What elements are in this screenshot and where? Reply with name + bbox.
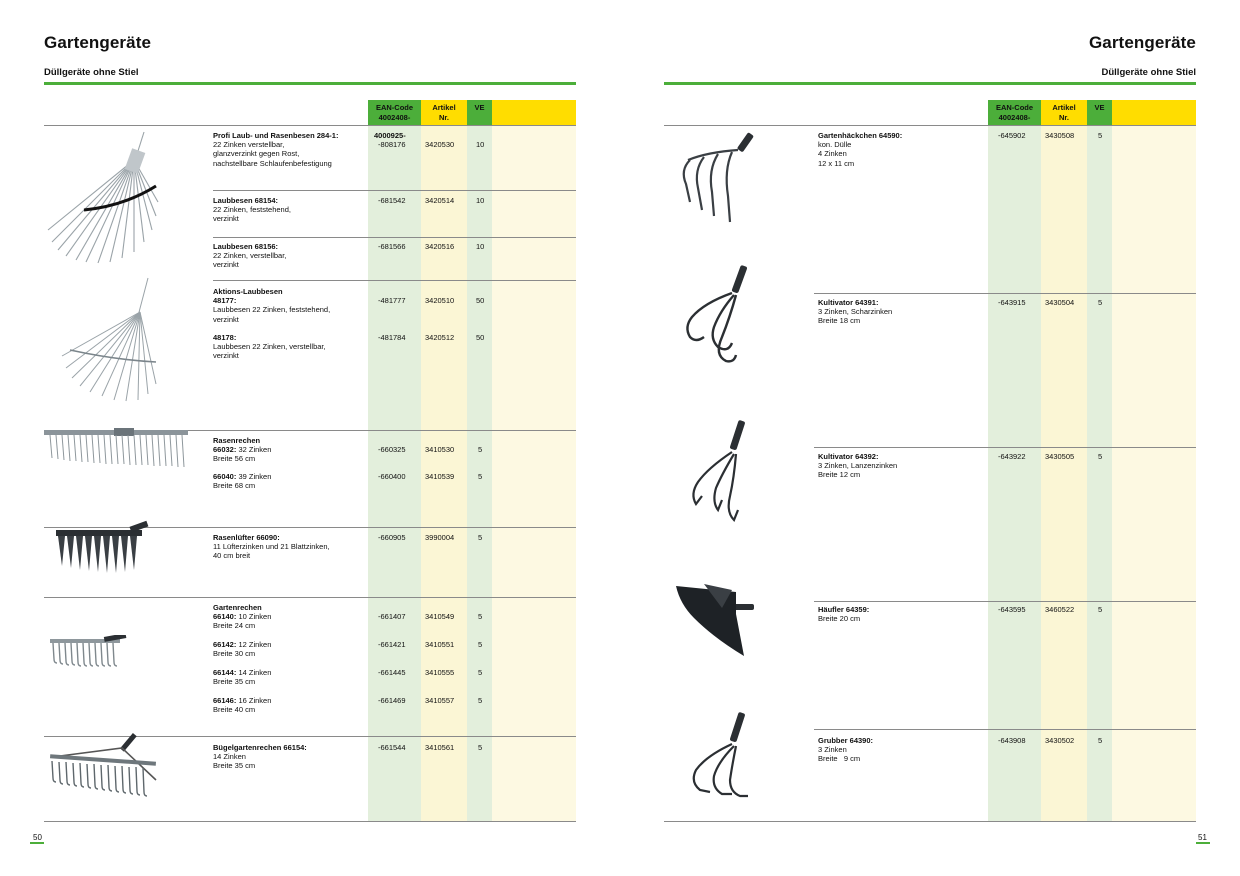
cultivator-image — [674, 418, 754, 528]
header-rule — [44, 82, 576, 85]
extra-header — [492, 100, 576, 125]
product-description: Gartenrechen 66140: 10 Zinken Breite 24 cm — [213, 603, 272, 631]
table-row: -481784 3420512 50 — [378, 333, 485, 342]
table-separator — [664, 821, 1196, 822]
table-row: -661421 3410551 5 — [378, 640, 483, 649]
artikel-header: Artikel Nr. — [1041, 100, 1087, 125]
product-table — [44, 100, 576, 822]
ve-header: VE — [467, 100, 492, 125]
table-row: -481777 3420510 50 — [378, 296, 485, 305]
table-row: -660905 3990004 5 — [378, 533, 483, 542]
product-description: Laubbesen 68154: 22 Zinken, feststehend, verzinkt — [213, 196, 291, 224]
product-description: Profi Laub- und Rasenbesen 284-1: 22 Zinken verstellbar, glanzverzinkt gegen Rost, nachstellbare Schlaufenbefestigung — [213, 131, 339, 168]
product-description: Laubbesen 68156: 22 Zinken, verstellbar, verzinkt — [213, 242, 287, 270]
page-subtitle: Düllgeräte ohne Stiel — [1101, 67, 1196, 78]
table-row: -643915 3430504 5 — [998, 298, 1103, 307]
grubber-image — [674, 710, 754, 805]
product-description: Kultivator 64392: 3 Zinken, Lanzenzinken Breite 12 cm — [818, 452, 898, 480]
table-row: -643908 3430502 5 — [998, 736, 1103, 745]
product-description: Bügelgartenrechen 66154: 14 Zinken Breite 35 cm — [213, 743, 307, 771]
table-row: -661445 3410555 5 — [378, 668, 483, 677]
table-row: -681566 3420516 10 — [378, 242, 485, 251]
page-number-bar — [30, 842, 44, 844]
table-row: -643595 3460522 5 — [998, 605, 1103, 614]
table-row: -661407 3410549 5 — [378, 612, 483, 621]
table-row: -660325 3410530 5 — [378, 445, 483, 454]
table-separator — [814, 293, 1196, 294]
table-row: -645902 3430508 5 — [998, 131, 1103, 140]
table-row: -808176 3420530 10 — [378, 140, 485, 149]
product-description: Rasenlüfter 66090: 11 Lüfterzinken und 21 Blattzinken, 40 cm breit — [213, 533, 330, 561]
page-title: Gartengeräte — [44, 33, 152, 52]
product-description: 66144: 14 Zinken Breite 35 cm — [213, 668, 272, 687]
product-description: 66142: 12 Zinken Breite 30 cm — [213, 640, 272, 659]
ve-header: VE — [1087, 100, 1112, 125]
table-row: -661544 3410561 5 — [378, 743, 483, 752]
product-description: Aktions-Laubbesen 48177: Laubbesen 22 Zinken, feststehend, verzinkt — [213, 287, 331, 324]
table-separator — [213, 280, 576, 281]
product-description: Rasenrechen 66032: 32 Zinken Breite 56 cm — [213, 436, 272, 464]
bow-rake-image — [48, 730, 160, 808]
product-description: Kultivator 64391: 3 Zinken, Scharzinken Breite 18 cm — [818, 298, 893, 326]
page-subtitle: Düllgeräte ohne Stiel — [44, 67, 139, 78]
product-description: Grubber 64390: 3 Zinken Breite 9 cm — [818, 736, 874, 764]
product-description: 66040: 39 Zinken Breite 68 cm — [213, 472, 272, 491]
table-row: 4000925- — [374, 131, 406, 140]
table-separator — [814, 447, 1196, 448]
product-description: 66146: 16 Zinken Breite 40 cm — [213, 696, 272, 715]
table-separator — [213, 237, 576, 238]
table-separator — [44, 597, 576, 598]
product-description: Häufler 64359: Breite 20 cm — [818, 605, 870, 624]
table-row: -643922 3430505 5 — [998, 452, 1103, 461]
page-number: 51 — [1198, 833, 1207, 842]
product-description: 48178: Laubbesen 22 Zinken, verstellbar, verzinkt — [213, 333, 326, 361]
header-rule — [664, 82, 1196, 85]
table-row: -661469 3410557 5 — [378, 696, 483, 705]
artikel-header: Artikel Nr. — [421, 100, 467, 125]
product-description: Gartenhäckchen 64590: kon. Dülle 4 Zinken 12 x 11 cm — [818, 131, 903, 168]
table-separator — [44, 821, 576, 822]
table-separator — [814, 601, 1196, 602]
ean-header: EAN-Code 4002408- — [368, 100, 421, 125]
table-separator — [664, 125, 1196, 126]
table-separator — [213, 190, 576, 191]
product-table — [664, 100, 1196, 822]
ean-header: EAN-Code 4002408- — [988, 100, 1041, 125]
table-separator — [814, 729, 1196, 730]
table-separator — [44, 125, 576, 126]
page-number: 50 — [33, 833, 42, 842]
page-number-bar — [1196, 842, 1210, 844]
table-row: -681542 3420514 10 — [378, 196, 485, 205]
table-row: -660400 3410539 5 — [378, 472, 483, 481]
page-title: Gartengeräte — [1088, 33, 1196, 52]
extra-header — [1112, 100, 1196, 125]
right-page — [620, 0, 1240, 876]
